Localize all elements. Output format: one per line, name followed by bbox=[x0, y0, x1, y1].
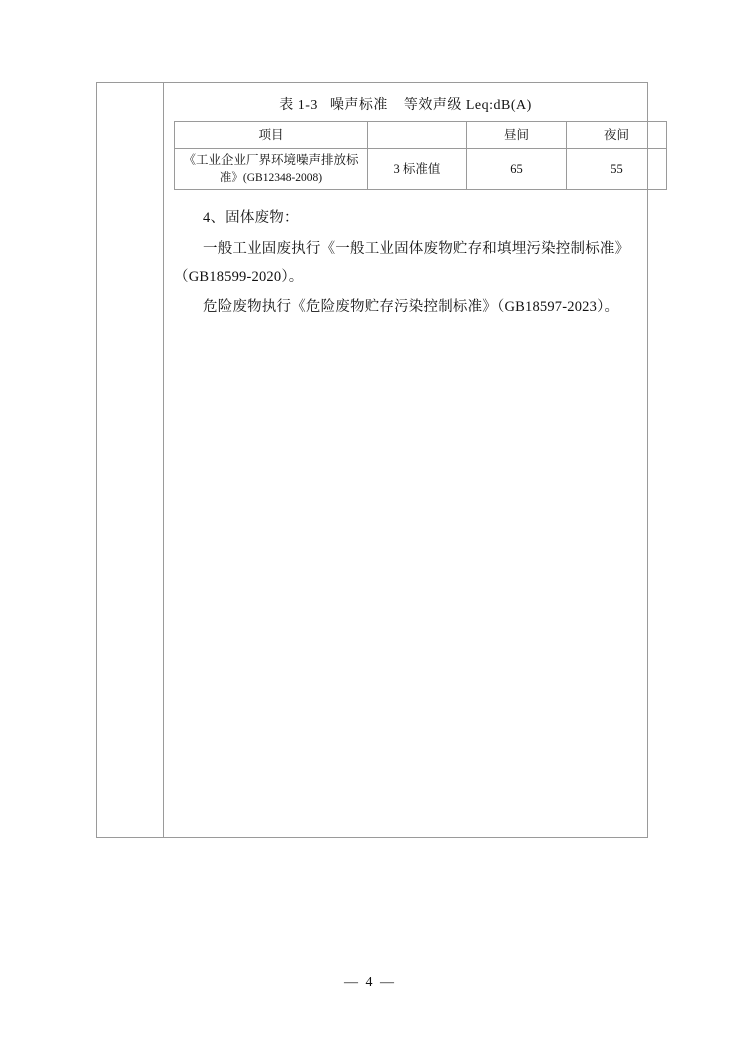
cell-standard-value: 3 标准值 bbox=[368, 149, 467, 190]
table-header-row bbox=[175, 122, 667, 149]
standard-name-line2: 准》(GB12348-2008) bbox=[219, 171, 323, 184]
standard-name-line1: 《工业企业厂界环境噪声排放标 bbox=[183, 153, 359, 167]
paragraph-general-industrial-waste bbox=[174, 235, 637, 263]
paragraph-line: 一般工业固废执行《一般工业固体废物贮存和填埋污染控制标准》 bbox=[203, 240, 630, 257]
page-footer bbox=[0, 975, 740, 991]
cell-nighttime-value: 55 bbox=[567, 149, 667, 190]
section-heading-solid-waste: 4、固体废物： bbox=[203, 210, 299, 227]
noise-standard-table bbox=[174, 121, 667, 190]
cell-daytime-value: 65 bbox=[467, 149, 567, 190]
paragraph-hazardous-waste: 危险废物执行《危险废物贮存污染控制标准》（GB18597-2023）。 bbox=[203, 299, 620, 316]
header-item: 项目 bbox=[175, 122, 368, 149]
header-blank bbox=[368, 122, 467, 149]
table-caption: 表 1-3 噪声标准 等效声级 Leq:dB(A) bbox=[279, 98, 532, 113]
paragraph-general-industrial-waste-cont: （GB18599-2020）。 bbox=[174, 268, 304, 285]
page-content bbox=[164, 83, 647, 837]
header-daytime: 昼间 bbox=[467, 122, 567, 149]
header-nighttime: 夜间 bbox=[567, 122, 667, 149]
page-number: — 4 — bbox=[344, 975, 396, 990]
cell-standard-name bbox=[175, 149, 368, 190]
table-row bbox=[175, 149, 667, 190]
